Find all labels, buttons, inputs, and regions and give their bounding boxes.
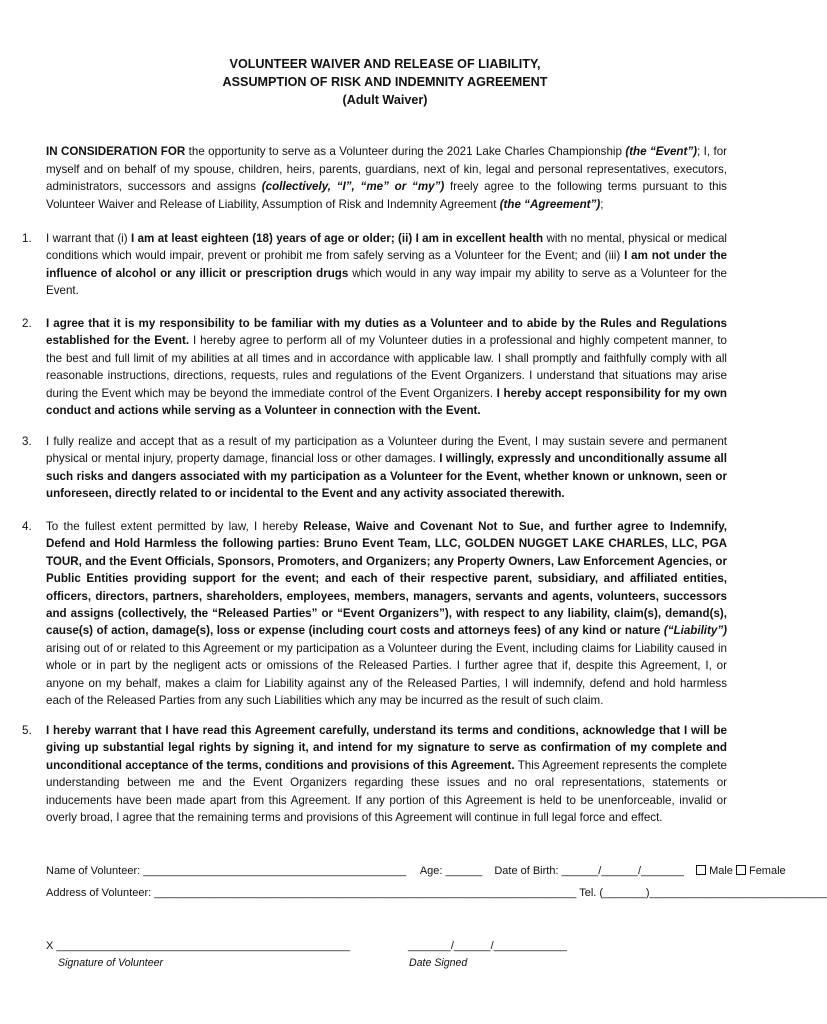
agreement-definition: (the “Agreement”) <box>499 197 601 211</box>
clause-bold-text: I agree that it is my responsibility to be familiar with my duties as a Volunteer and to abide by the Rules and Regulations established for the Event. <box>46 317 727 348</box>
address-field[interactable]: Address of Volunteer: _____________________________________________________________________ <box>46 887 577 899</box>
intro-paragraph <box>46 143 727 213</box>
name-field[interactable]: Name of Volunteer: ___________________________________________ <box>46 865 407 877</box>
clause-text: with no mental, physical or medical conditions which would impair, prevent or prohibit me from safely serving as a Volunteer for the Event; and (iii) <box>46 232 727 263</box>
clause-4 <box>22 518 727 709</box>
date-caption: Date Signed <box>409 957 468 969</box>
signature-caption: Signature of Volunteer <box>58 957 164 969</box>
clause-text: I warrant that (i) <box>46 232 131 245</box>
title-line-1: VOLUNTEER WAIVER AND RELEASE OF LIABILITY, <box>229 57 541 71</box>
female-label: Female <box>748 865 786 877</box>
intro-text-3: freely agree to the following terms pursuant to this Volunteer Waiver and Release of Liability, Assumption of Risk and Indemnity Agreement <box>46 180 727 211</box>
date-signed-line[interactable]: _______/______/____________ <box>408 940 568 952</box>
clause-2 <box>22 315 727 419</box>
clause-number: 4. <box>22 520 32 533</box>
clause-1 <box>22 230 727 300</box>
male-label: Male <box>709 865 733 877</box>
intro-text-1: the opportunity to serve as a Volunteer during the 2021 Lake Charles Championship <box>185 145 626 158</box>
clause-text: To the fullest extent permitted by law, I hereby <box>46 520 304 533</box>
clause-5 <box>22 722 727 826</box>
clause-bold-text: I am at least eighteen (18) years of age or older; (ii) I am in excellent health <box>130 232 544 245</box>
clause-number: 5. <box>22 724 32 737</box>
clause-3 <box>22 433 727 503</box>
address-row <box>46 887 827 899</box>
intro-text-4: ; <box>600 197 604 211</box>
checkbox-icon <box>696 865 706 875</box>
document-title <box>0 55 770 109</box>
clause-text: I hereby agree to perform all of my Volunteer duties in a professional and highly competent manner, to the best and full limit of my abilities at all times and in accordance with applicable law. I shall promptly and faithfully comply with all reasonable instructions, directions, requests, rules and regulations of the Event Organizers. I understand that situations may arise during the Event which may be beyond the immediate control of the Event Organizers. <box>46 334 727 400</box>
clause-text: arising out of or related to this Agreement or my participation as a Volunteer during the Event, including claims for Liability caused in whole or in part by the negligent acts or omissions of the Released Parties. I further agree that if, despite this Agreement, I, or anyone on my behalf, makes a claim for Liability against any of the Released Parties, I will indemnify, defend and hold harmless each of the Released Parties from any such Liabilities which any may be incurred as the result of such claim. <box>46 641 727 708</box>
title-line-2: ASSUMPTION OF RISK AND INDEMNITY AGREEMENT <box>222 75 548 89</box>
clause-text: I fully realize and accept that as a result of my participation as a Volunteer during the Event, I may sustain severe and permanent physical or mental injury, property damage, financial loss or other damages. <box>46 435 727 466</box>
female-checkbox[interactable] <box>736 865 786 877</box>
intro-lead: IN CONSIDERATION FOR <box>46 145 186 158</box>
clause-bold-text: I hereby warrant that I have read this Agreement carefully, understand its terms and conditions, acknowledge that I will be giving up substantial legal rights by signing it, and intend for my signature to serve as confirmation of my complete and unconditional acceptance of the terms, conditions and provisions of this Agreement. <box>46 724 727 772</box>
clause-number: 1. <box>22 232 32 245</box>
collective-definition: (collectively, “I”, “me” or “my”) <box>261 180 445 194</box>
volunteer-info-row <box>46 865 786 877</box>
male-checkbox[interactable] <box>696 865 733 877</box>
clause-number: 3. <box>22 435 32 448</box>
checkbox-icon <box>736 865 746 875</box>
dob-field[interactable]: Date of Birth: ______/______/_______ <box>494 865 684 877</box>
clause-bold-text: I hereby accept responsibility for my own conduct and actions while serving as a Volunteer in connection with the Event. <box>46 386 727 418</box>
tel-field[interactable]: Tel. (_______)_____________________________ <box>579 887 827 899</box>
clause-text: which would in any way impair my ability to serve as a Volunteer for the Event. <box>46 266 727 298</box>
title-line-3: (Adult Waiver) <box>342 93 428 107</box>
date-signed-row <box>408 940 567 952</box>
age-field[interactable]: Age: ______ <box>419 865 483 877</box>
signature-line[interactable]: X ________________________________________________ <box>46 940 351 952</box>
clause-bold-text: Release, Waive and Covenant Not to Sue, and further agree to Indemnify, Defend and Hold Harmless the following parties: Bruno Event Team, LLC, GOLDEN NUGGET LAKE CHARLES, LLC, PGA TOUR, and the Event Officials, Sponsors, Promoters, and Organizers; any Property Owners, Law Enforcement Agencies, or Public Entities providing support for the event; and each of their respective parent, subsidiary, and affiliated entities, officers, directors, partners, shareholders, employees, members, managers, servants and agents, volunteers, successors and assigns (collectively, the “Released Parties” or “Event Organizers”), with respect to any liability, claim(s), demand(s), cause(s) of action, damage(s), loss or expense (including court costs and attorneys fees) of any kind or nature <box>46 520 727 638</box>
event-definition: (the “Event”) <box>625 145 698 158</box>
clause-number: 2. <box>22 317 32 330</box>
clause-text: This Agreement represents the complete understanding between me and the Event Organizers regarding these issues and no oral representations, statements or inducements have been made apart from this Agreement. If any portion of this Agreement is held to be unenforceable, invalid or overly broad, I agree that the remaining terms and provisions of this Agreement will continue in full legal force and effect. <box>46 758 727 825</box>
clause-bold-text: I willingly, expressly and unconditionally assume all such risks and dangers associated with my participation as a Volunteer for the Event, whether known or unknown, seen or unforeseen, directly related to or incidental to the Event and any activity associated therewith. <box>46 452 727 501</box>
signature-row <box>46 940 350 952</box>
intro-text-2: ; I, for myself and on behalf of my spouse, children, heirs, parents, guardians, next of kin, legal and personal representatives, executors, administrators, successors and assigns <box>46 145 727 194</box>
liability-definition: (“Liability”) <box>663 624 727 638</box>
clause-bold-text: I am not under the influence of alcohol or any illicit or prescription drugs <box>46 249 728 280</box>
